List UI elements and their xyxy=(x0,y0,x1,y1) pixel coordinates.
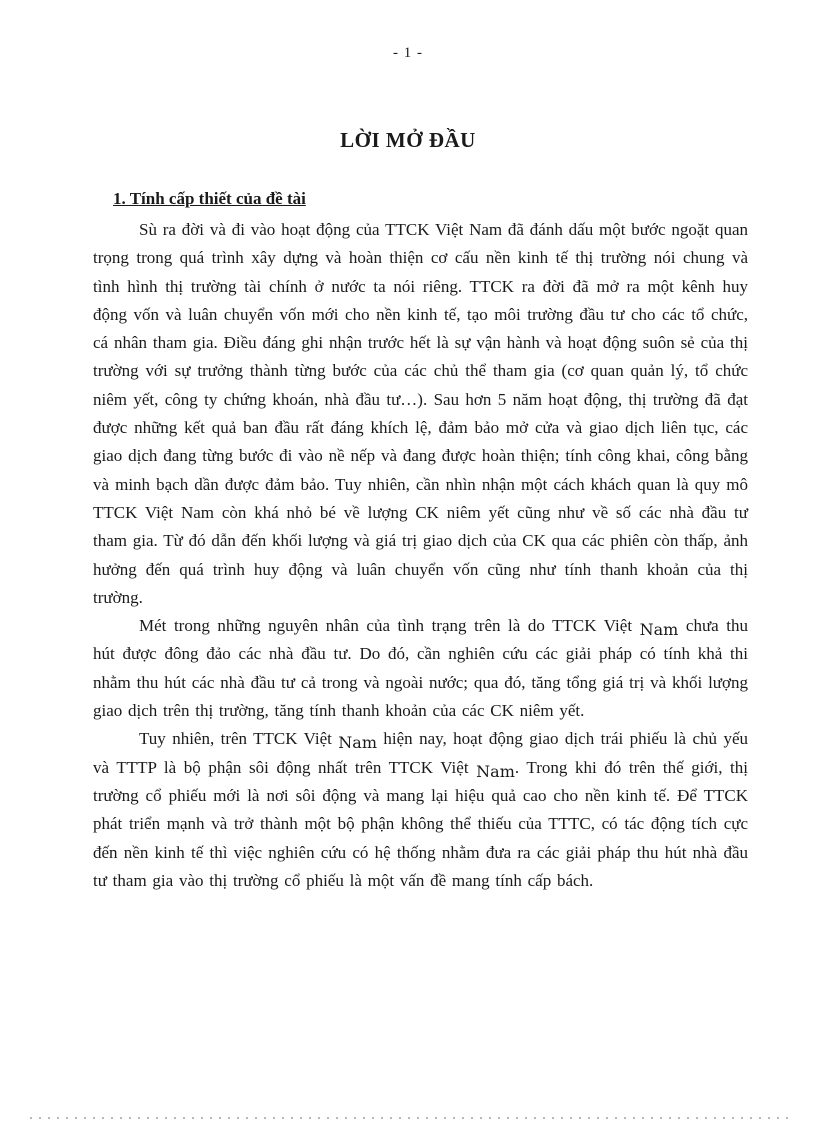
paragraph-1 xyxy=(93,216,748,612)
text-segment: hiện nay, hoạt động giao dịch trái phiếu là chủ yếu và TTTP là bộ phận sôi động nhất trên TTCK Việt xyxy=(93,729,748,777)
text-segment: Tuy nhiên, trên TTCK Việt xyxy=(139,729,339,749)
text-segment: Nam xyxy=(639,620,679,640)
text-segment: Mét trong những nguyên nhân của tình trạng trên là do TTCK Việt xyxy=(139,616,640,636)
text-segment: chưa thu hút được đông đảo các nhà đầu tư. Do đó, cần nghiên cứu các giải pháp có tính khả thi nhằm thu hút các nhà đầu tư cả trong và ngoài nước; qua đó, tăng tổng giá trị và khối lượng giao dịch trên thị trường, tăng tính thanh khoản của các CK niêm yết. xyxy=(93,616,748,721)
page-number: - 1 - xyxy=(393,45,423,61)
text-segment: . Trong khi đó trên thế giới, thị trường cổ phiếu mới là nơi sôi động và mang lại hiệu quả cao cho nền kinh tế. Để TTCK phát triển mạnh và trở thành một bộ phận không thể thiếu của TTTC, có tác động tích cực đến nền kinh tế thì việc nghiên cứu có hệ thống nhằm đưa ra các giải pháp thu hút nhà đầu tư tham gia vào thị trường cổ phiếu là một vấn đề mang tính cấp bách. xyxy=(93,757,748,890)
text-segment: Nam xyxy=(476,761,515,781)
text-segment: Sù ra đời và đi vào hoạt động của TTCK Việt Nam đã đánh dấu một bước ngoặt quan trọng trong quá trình xây dựng và hoàn thiện cơ cấu nền kinh tế thị trường nói chung và tình hình thị trường tài chính ở nước ta nói riêng. TTCK ra đời đã mở ra một kênh huy động vốn và luân chuyển vốn mới cho nền kinh tế, tạo môi trường đầu tư cho các tổ chức, cá nhân tham gia. Điều đáng ghi nhận trước hết là sự vận hành và hoạt động suôn sẻ của thị trường với sự trưởng thành từng bước của các chủ thể tham gia (cơ quan quản lý, tổ chức niêm yết, công ty chứng khoán, nhà đầu tư…). Sau hơn 5 năm hoạt động, thị trường đã đạt được những kết quả ban đầu rất đáng khích lệ, đảm bảo mở cửa và giao dịch liên tục, các giao dịch đang từng bước đi vào nề nếp và đang được hoàn thiện; tính công khai, công bằng và minh bạch dần được đảm bảo. Tuy nhiên, cần nhìn nhận một cách khách quan là quy mô TTCK Việt Nam còn khá nhỏ bé về lượng CK niêm yết cũng như về số các nhà đầu tư tham gia. Từ đó dẫn đến khối lượng và giá trị giao dịch của CK qua các phiên còn thấp, ảnh hưởng đến quá trình huy động và luân chuyển vốn cũng như tính thanh khoản của thị trường. xyxy=(93,220,748,607)
document-body xyxy=(93,186,748,895)
section-heading: 1. Tính cấp thiết của đề tài xyxy=(113,189,306,208)
paragraph-3 xyxy=(93,725,748,895)
text-segment: Nam xyxy=(338,733,377,753)
paragraph-2 xyxy=(93,612,748,725)
page-title: LỜI MỞ ĐẦU xyxy=(340,128,476,152)
bottom-dotted-divider xyxy=(30,1117,788,1119)
